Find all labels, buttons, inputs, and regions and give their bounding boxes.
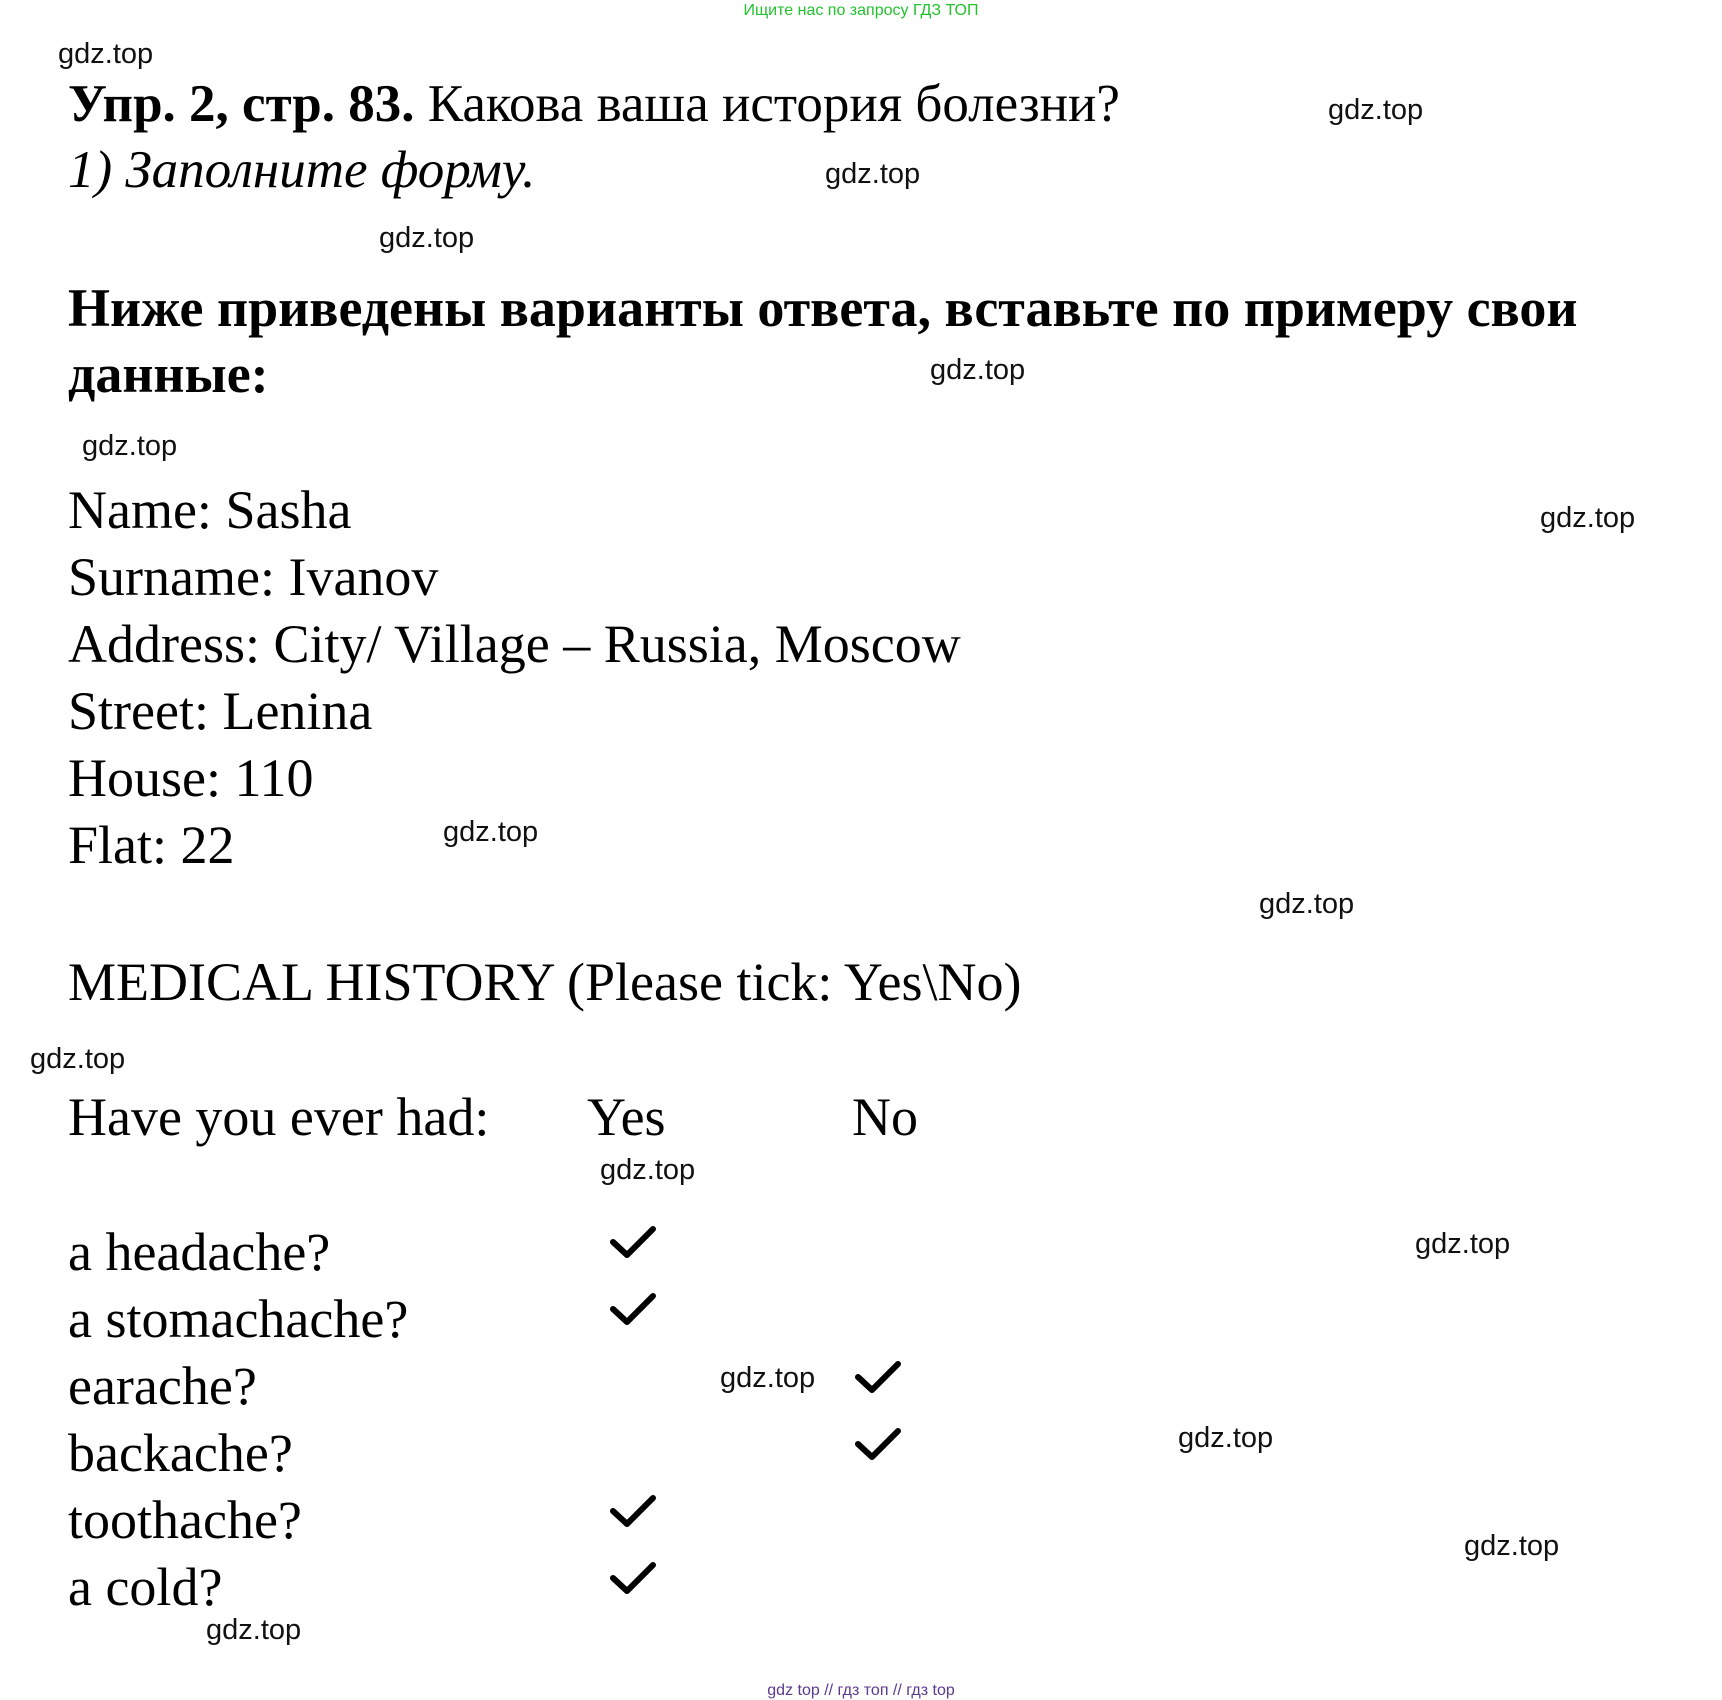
watermark: gdz.top	[1540, 502, 1636, 534]
check-icon	[855, 1427, 901, 1461]
watermark: gdz.top	[58, 38, 154, 70]
watermark: gdz.top	[930, 354, 1026, 386]
watermark: gdz.top	[1415, 1228, 1511, 1260]
check-icon	[610, 1494, 656, 1528]
exercise-number: Упр. 2, стр. 83.	[68, 75, 415, 133]
watermark: gdz.top	[82, 430, 178, 462]
yes-column-header: Yes	[587, 1087, 666, 1147]
watermark: gdz.top	[1259, 888, 1355, 920]
watermark: gdz.top	[1328, 94, 1424, 126]
flat-field: Flat: 22	[68, 815, 235, 875]
watermark: gdz.top	[720, 1362, 816, 1394]
watermark: gdz.top	[600, 1154, 696, 1186]
question-row: toothache?	[68, 1490, 302, 1550]
watermark: gdz.top	[379, 222, 475, 254]
name-field: Name: Sasha	[68, 480, 352, 540]
surname-field: Surname: Ivanov	[68, 547, 439, 607]
question-row: a stomachache?	[68, 1289, 409, 1349]
medical-history-heading: MEDICAL HISTORY (Please tick: Yes\No)	[68, 952, 1022, 1012]
watermark: gdz.top	[30, 1043, 126, 1075]
top-banner: Ищите нас по запросу ГДЗ ТОП	[743, 2, 979, 19]
check-icon	[610, 1561, 656, 1595]
watermark: gdz.top	[1178, 1422, 1274, 1454]
question-column-header: Have you ever had:	[68, 1087, 490, 1147]
instruction-text: Ниже приведены варианты ответа, вставьте по примеру свои данные:	[68, 278, 1578, 404]
exercise-question: Какова ваша история болезни?	[427, 75, 1120, 133]
question-row: backache?	[68, 1423, 293, 1483]
check-icon	[610, 1292, 656, 1326]
no-column-header: No	[852, 1087, 918, 1147]
check-icon	[610, 1225, 656, 1259]
question-row: a cold?	[68, 1557, 223, 1617]
task-subtitle: 1) Заполните форму.	[68, 141, 536, 199]
watermark: gdz.top	[825, 158, 921, 190]
watermark: gdz.top	[206, 1614, 302, 1646]
question-row: a headache?	[68, 1222, 331, 1282]
question-row: earache?	[68, 1356, 257, 1416]
house-field: House: 110	[68, 748, 314, 808]
address-field: Address: City/ Village – Russia, Moscow	[68, 614, 961, 674]
footer-links: gdz top // гдз топ // гдз top	[767, 1682, 955, 1699]
exercise-title	[68, 72, 1120, 136]
watermark: gdz.top	[1464, 1530, 1560, 1562]
check-icon	[855, 1360, 901, 1394]
street-field: Street: Lenina	[68, 681, 373, 741]
watermark: gdz.top	[443, 816, 539, 848]
